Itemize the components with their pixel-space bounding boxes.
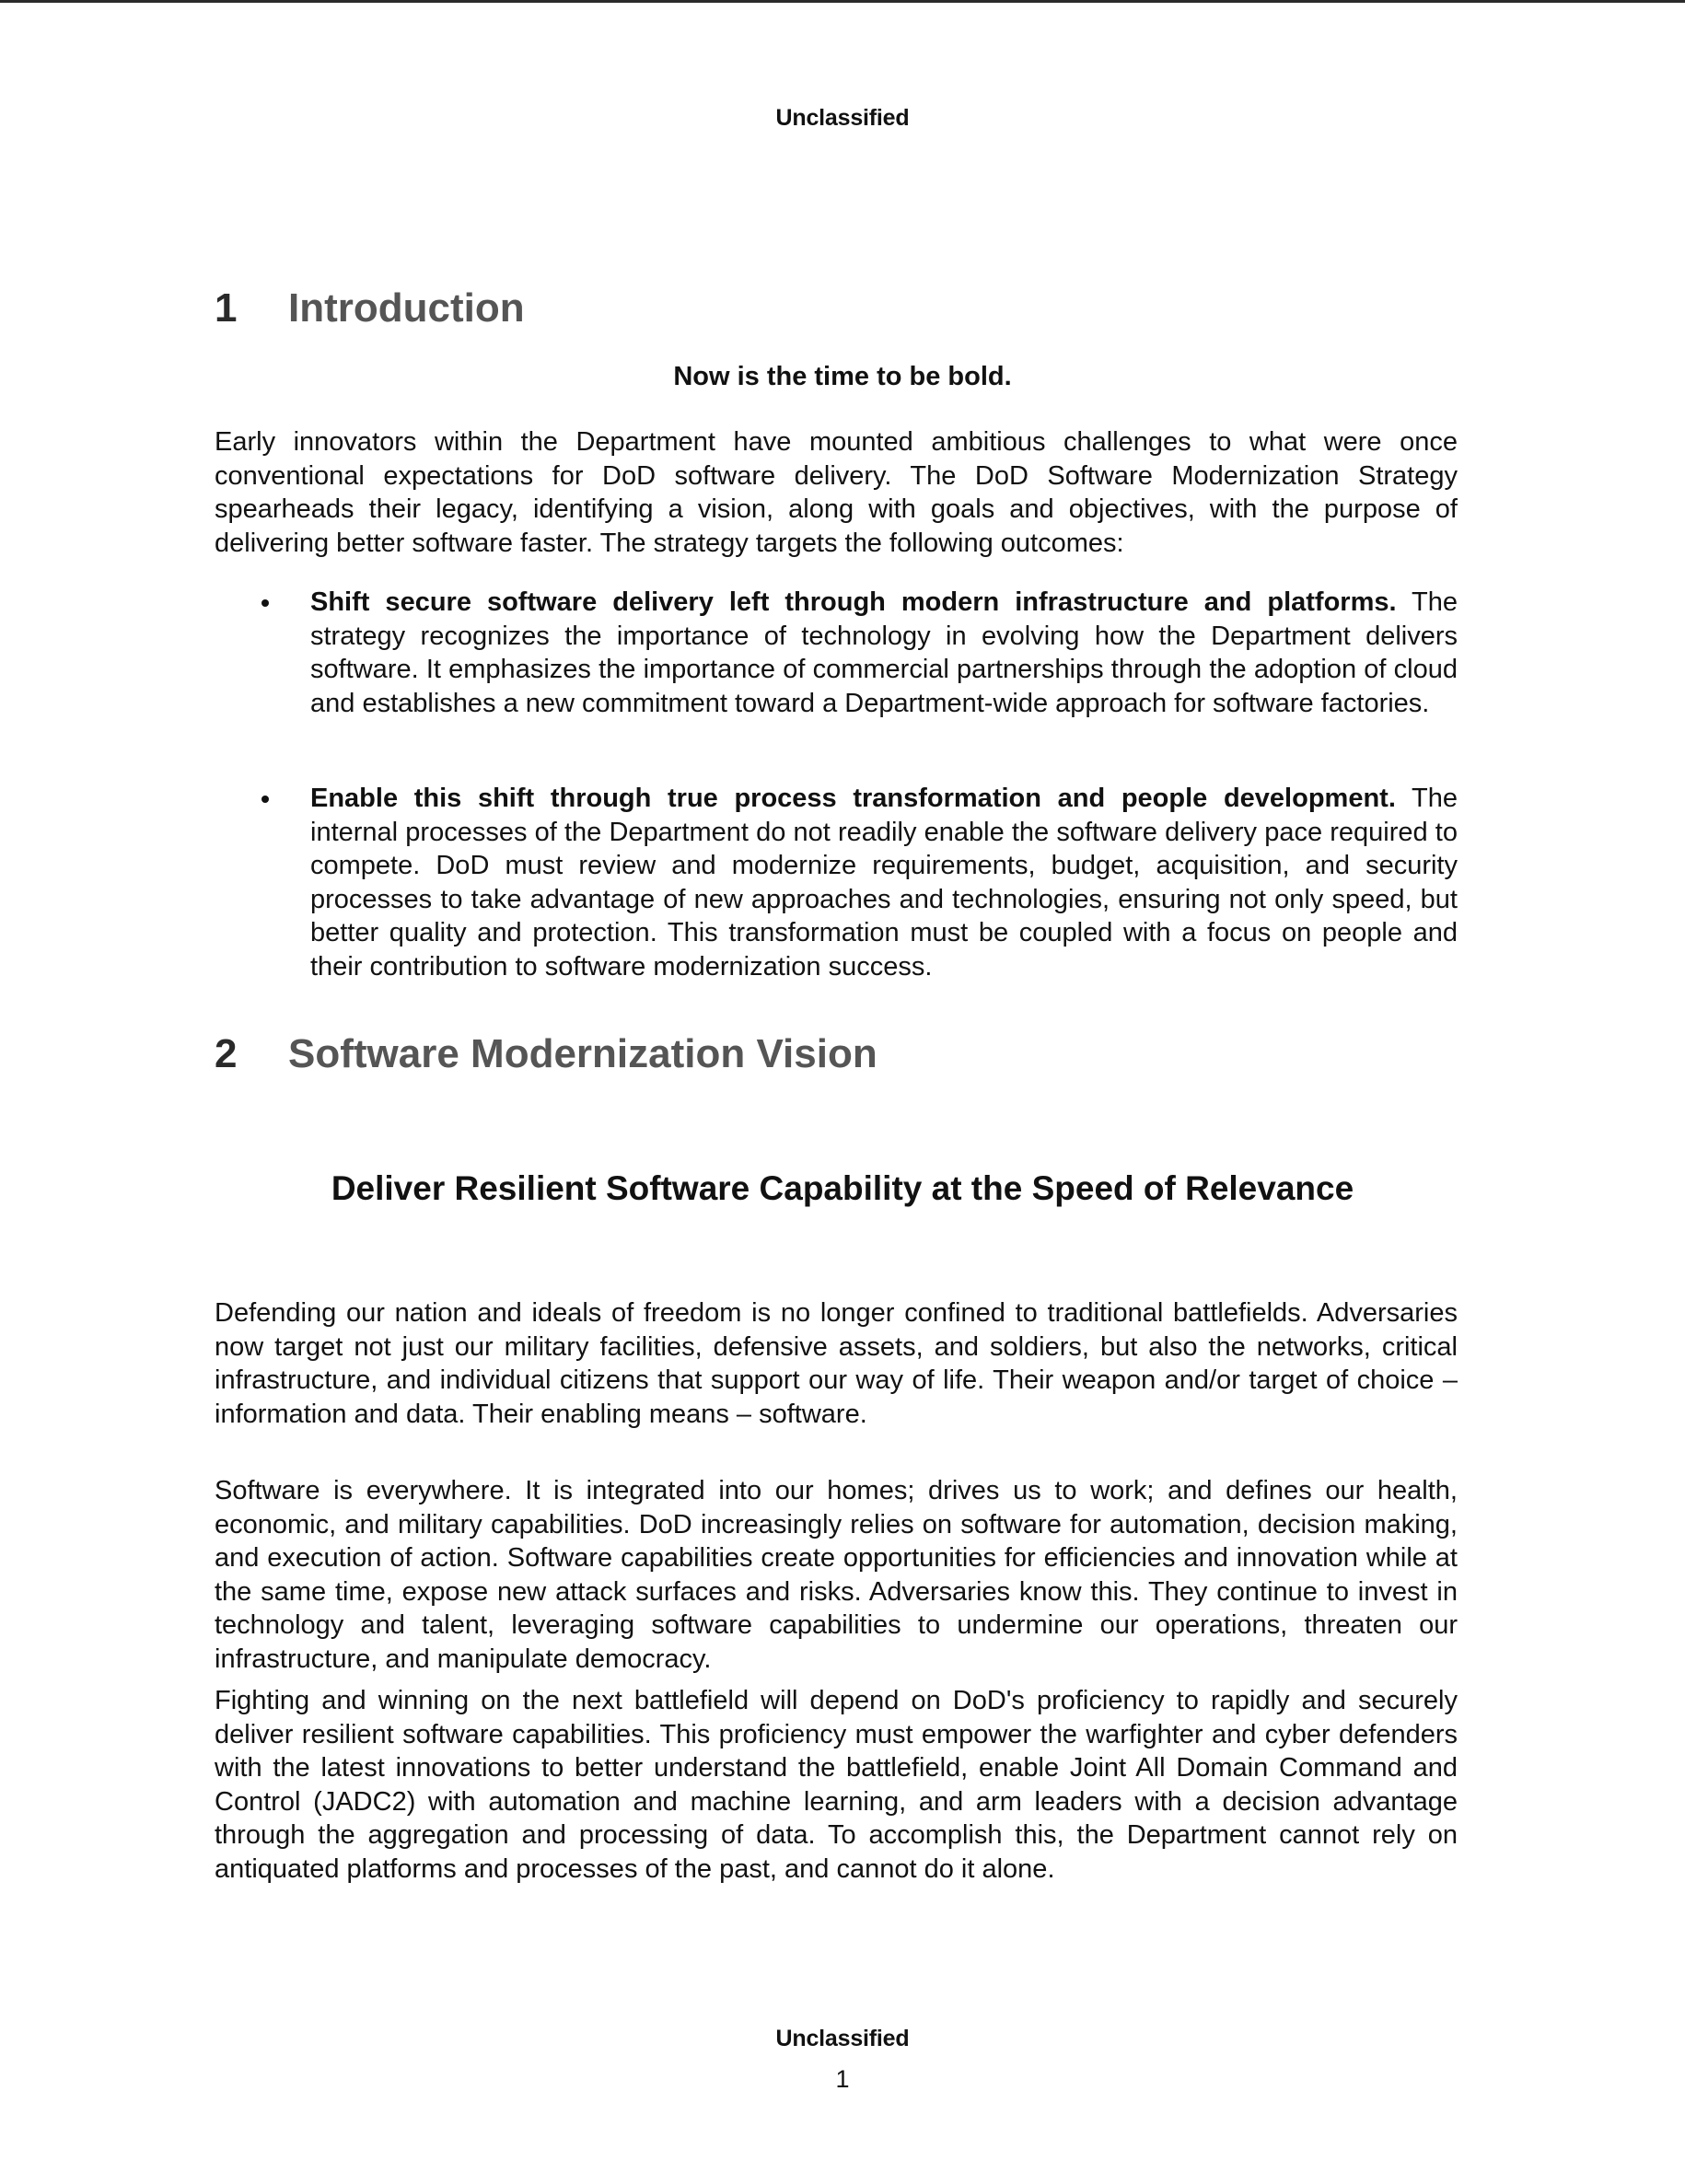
section-2-heading: [215, 1031, 877, 1077]
section-2-number: 2: [215, 1031, 238, 1076]
section-1-intro-paragraph: Early innovators within the Department have mounted ambitious challenges to what were once conventional expectations for DoD software delivery. The DoD Software Modernization Strategy spearheads their legacy, identifying a vision, along with goals and objectives, with the purpose of delivering better software faster. The strategy targets the following outcomes:: [215, 427, 1458, 558]
section-1-title: Introduction: [288, 285, 525, 331]
bullet-lead-text: Shift secure software delivery left through modern infrastructure and platforms.: [310, 587, 1397, 617]
bullet-text: [310, 782, 1458, 983]
bullet-lead-text: Enable this shift through true process transformation and people development.: [310, 784, 1396, 813]
bullet-dot-icon: [261, 599, 269, 607]
bullet-dot-icon: [261, 796, 269, 803]
bullet-body-text: The internal processes of the Department do not readily enable the software delivery pace required to compete. DoD must review and modernize requirements, budget, acquisition, and security processes to take advantage of new approaches and technologies, ensuring not only speed, but better quality and protection. This transformation must be coupled with a focus on people and their contribution to software modernization success.: [310, 784, 1458, 982]
vision-statement: Deliver Resilient Software Capability at the Speed of Relevance: [331, 1169, 1354, 1207]
section-2-paragraph: Fighting and winning on the next battlefield will depend on DoD's proficiency to rapidly and securely deliver resilient software capabilities. This proficiency must empower the warfighter and cyber defenders with the latest innovations to better understand the battlefield, enable Joint All Domain Command and Control (JADC2) with automation and machine learning, and arm leaders with a decision advantage through the aggregation and processing of data. To accomplish this, the Department cannot rely on antiquated platforms and processes of the past, and cannot do it alone.: [215, 1686, 1458, 1884]
section-1-subtitle: Now is the time to be bold.: [673, 362, 1012, 391]
section-1-heading: [215, 285, 525, 331]
section-2-paragraph: Defending our nation and ideals of freedom is no longer confined to traditional battlefields. Adversaries now target not just our military facilities, defensive assets, and soldiers, but also the networks, critical infrastructure, and individual citizens that support our way of life. Their weapon and/or target of choice – information and data. Their enabling means – software.: [215, 1298, 1458, 1429]
section-2-paragraph: Software is everywhere. It is integrated into our homes; drives us to work; and defines our health, economic, and military capabilities. DoD increasingly relies on software for automation, decision making, and execution of action. Software capabilities create opportunities for efficiencies and innovation while at the same time, expose new attack surfaces and risks. Adversaries know this. They continue to invest in technology and talent, leveraging software capabilities to undermine our operations, threaten our infrastructure, and manipulate democracy.: [215, 1476, 1458, 1674]
section-1-number: 1: [215, 285, 238, 331]
footer-classification-marking: Unclassified: [775, 2026, 910, 2051]
bullet-text: [310, 586, 1458, 720]
page-number: 1: [835, 2065, 850, 2093]
bullet-body-text: The strategy recognizes the importance of technology in evolving how the Department delivers software. It emphasizes the importance of commercial partnerships through the adoption of cloud and establishes a new commitment toward a Department-wide approach for software factories.: [310, 587, 1458, 718]
header-classification-marking: Unclassified: [775, 105, 910, 131]
section-2-title: Software Modernization Vision: [288, 1031, 877, 1076]
